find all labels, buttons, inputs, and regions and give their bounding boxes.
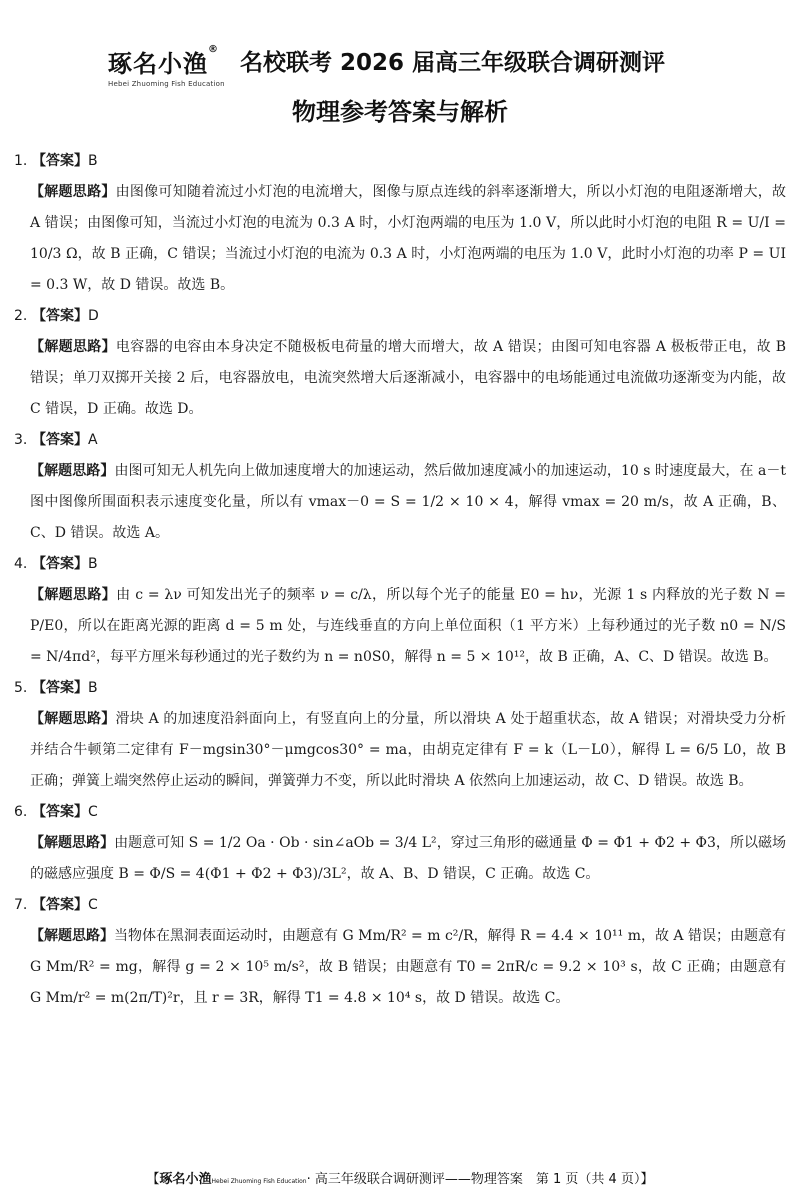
explanation-label: 【解题思路】 <box>30 928 115 944</box>
explanation-label: 【解题思路】 <box>30 835 115 851</box>
footer-logo-text: 琢名小渔 <box>159 1172 212 1187</box>
question-item <box>14 301 786 425</box>
answer-value: D <box>88 308 99 324</box>
answer-label: 【答案】 <box>32 556 88 572</box>
answer-value: A <box>88 432 98 448</box>
question-item <box>14 425 786 549</box>
explanation-text: 滑块 A 的加速度沿斜面向上，有竖直向上的分量，所以滑块 A 处于超重状态，故 A 错误；对滑块受力分析并结合牛顿第二定律有 F－mgsin30°－μmgcos30° = ma，由胡克定律有 F = k（L－L0），解得 L = 6/5 L0，故 B 正确；弹簧上端突然停止运动的瞬间，弹簧弹力不变，所以此时滑块 A 依然向上加速运动，故 C、D 错误。故选 B。 <box>30 711 787 789</box>
question-number: 1. <box>14 153 28 169</box>
explanation-label: 【解题思路】 <box>30 184 116 200</box>
question-item <box>14 890 786 1014</box>
logo-subtext: Hebei Zhuoming Fish Education <box>108 80 225 88</box>
answer-label: 【答案】 <box>32 153 88 169</box>
question-number: 5. <box>14 680 28 696</box>
explanation-text: 由 c = λν 可知发出光子的频率 ν = c/λ，所以每个光子的能量 E0 = hν，光源 1 s 内释放的光子数 N = P/E0，所以在距离光源的距离 d = 5 m 处，与连线垂直的方向上单位面积（1 平方米）上每秒通过的光子数 n0 = N/S = N/4πd²，每平方厘米每秒通过的光子数约为 n = n0S0，解得 n = 5 × 10¹²，故 B 正确，A、C、D 错误。故选 B。 <box>30 587 786 665</box>
answer-value: B <box>88 153 98 169</box>
exam-title: 名校联考 2026 届高三年级联合调研测评 <box>240 50 666 76</box>
footer-text: · 高三年级联合调研测评——物理答案 第 1 页（共 4 页） <box>306 1172 641 1187</box>
footer-bracket-left: 【 <box>146 1172 160 1187</box>
question-number: 2. <box>14 308 28 324</box>
explanation-label: 【解题思路】 <box>30 711 116 727</box>
answer-label: 【答案】 <box>32 804 88 820</box>
explanation-label: 【解题思路】 <box>30 339 116 355</box>
logo-text: 琢名小渔 <box>108 50 208 78</box>
footer-bracket-right: 】 <box>640 1172 654 1187</box>
answer-value: C <box>88 804 98 820</box>
question-number: 6. <box>14 804 28 820</box>
document-subtitle: 物理参考答案与解析 <box>292 98 508 126</box>
question-item <box>14 797 786 890</box>
question-number: 4. <box>14 556 28 572</box>
brand-logo <box>108 44 236 88</box>
explanation-text: 电容器的电容由本身决定不随极板电荷量的增大而增大，故 A 错误；由图可知电容器 A 极板带正电，故 B 错误；单刀双掷开关接 2 后，电容器放电，电流突然增大后逐渐减小，电容器中的电场能通过电流做功逐渐变为内能，故 C 错误，D 正确。故选 D。 <box>30 339 786 417</box>
answer-label: 【答案】 <box>32 432 88 448</box>
question-number: 3. <box>14 432 28 448</box>
question-number: 7. <box>14 897 28 913</box>
explanation-label: 【解题思路】 <box>30 463 115 479</box>
explanation-text: 当物体在黑洞表面运动时，由题意有 G Mm/R² = m c²/R，解得 R = 4.4 × 10¹¹ m，故 A 错误；由题意有 G Mm/R² = mg，解得 g = 2 × 10⁵ m/s²，故 B 错误；由题意有 T0 = 2πR/c = 9.2 × 10³ s，故 C 正确；由题意有 G Mm/r² = m(2π/T)²r，且 r = 3R，解得 T1 = 4.8 × 10⁴ s，故 D 错误。故选 C。 <box>30 928 786 1006</box>
explanation-text: 由图可知无人机先向上做加速度增大的加速运动，然后做加速度减小的加速运动，10 s 时速度最大，在 a－t 图中图像所围面积表示速度变化量，所以有 vmax－0 = S = 1/2 × 10 × 4，解得 vmax = 20 m/s，故 A 正确，B、C、D 错误。故选 A。 <box>30 463 787 541</box>
answer-value: C <box>88 897 98 913</box>
answer-list <box>14 146 786 1014</box>
page-header <box>0 38 800 138</box>
question-item <box>14 549 786 673</box>
answer-label: 【答案】 <box>32 680 88 696</box>
footer-logo <box>160 1172 307 1187</box>
answer-label: 【答案】 <box>32 308 88 324</box>
explanation-text: 由图像可知随着流过小灯泡的电流增大，图像与原点连线的斜率逐渐增大，所以小灯泡的电阻逐渐增大，故 A 错误；由图像可知，当流过小灯泡的电流为 0.3 A 时，小灯泡两端的电压为 1.0 V，所以此时小灯泡的电阻 R = U/I = 10/3 Ω，故 B 正确，C 错误；当流过小灯泡的电流为 0.3 A 时，小灯泡两端的电压为 1.0 V，此时小灯泡的功率 P = UI = 0.3 W，故 D 错误。故选 B。 <box>30 184 787 293</box>
question-item <box>14 146 786 301</box>
page-footer <box>0 1168 800 1187</box>
answer-value: B <box>88 556 98 572</box>
explanation-label: 【解题思路】 <box>30 587 117 603</box>
answer-value: B <box>88 680 98 696</box>
footer-logo-subtext: Hebei Zhuoming Fish Education <box>211 1178 307 1185</box>
registered-mark: ® <box>208 44 219 55</box>
answer-label: 【答案】 <box>32 897 88 913</box>
question-item <box>14 673 786 797</box>
explanation-text: 由题意可知 S = 1/2 Oa · Ob · sin∠aOb = 3/4 L²，穿过三角形的磁通量 Φ = Φ1 + Φ2 + Φ3，所以磁场的磁感应强度 B = Φ/S = 4(Φ1 + Φ2 + Φ3)/3L²，故 A、B、D 错误，C 正确。故选 C。 <box>30 835 786 882</box>
